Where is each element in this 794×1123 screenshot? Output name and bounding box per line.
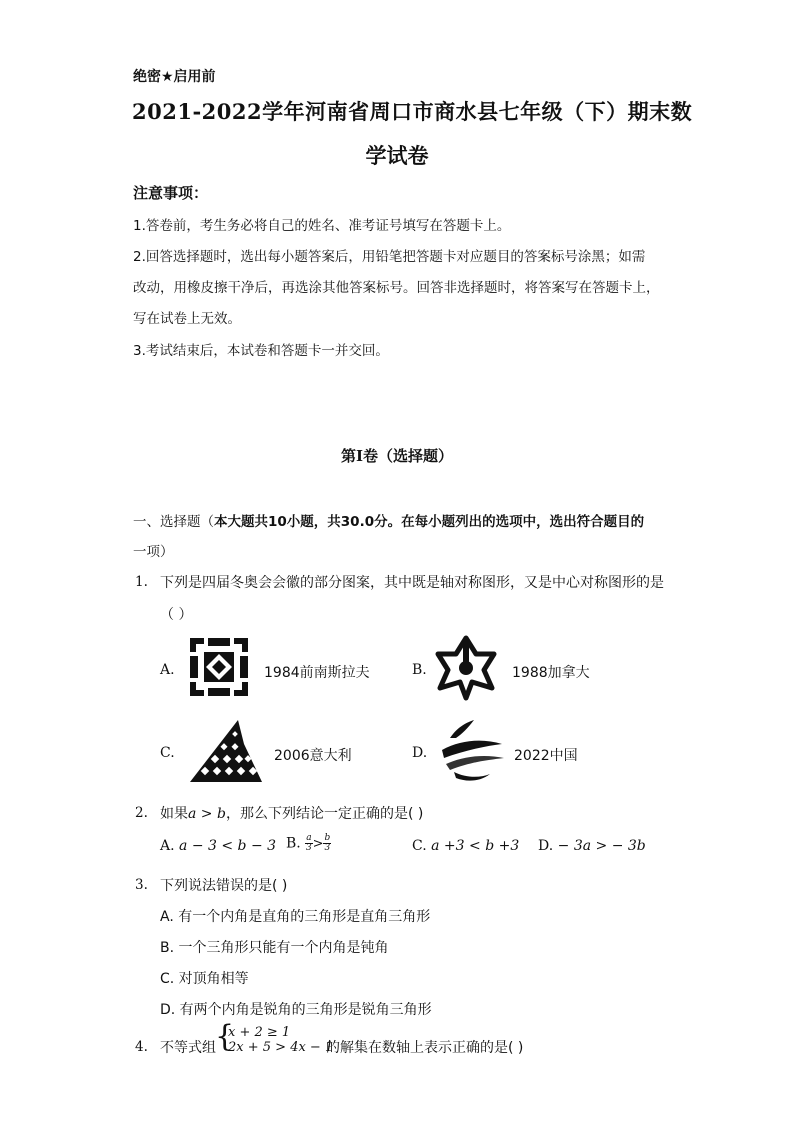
page-title-line2: 学试卷 bbox=[365, 143, 429, 168]
q1-text-line2: （ ） bbox=[160, 607, 193, 623]
q1-option-d-letter: D. bbox=[412, 745, 428, 761]
q3-option-c: C. 对顶角相等 bbox=[160, 971, 249, 987]
q1-option-a-caption: 1984前南斯拉夫 bbox=[264, 665, 370, 681]
q1-option-c-caption: 2006意大利 bbox=[274, 748, 352, 764]
q1-text-line1: 下列是四届冬奥会会徽的部分图案，其中既是轴对称图形，又是中心对称图形的是 bbox=[160, 575, 664, 591]
notice-item-2-line2: 改动，用橡皮擦干净后，再选涂其他答案标号。回答非选择题时，将答案写在答题卡上， bbox=[133, 280, 660, 296]
q2-option-b-letter: B. bbox=[286, 835, 301, 852]
calgary-emblem-icon bbox=[432, 632, 500, 702]
q1-option-a-letter: A. bbox=[160, 662, 175, 678]
confidential-mark: 绝密★启用前 bbox=[133, 69, 216, 85]
q4-system-brace: { bbox=[215, 1019, 235, 1054]
q1-option-b-letter: B. bbox=[412, 662, 427, 678]
q1-number: 1. bbox=[135, 574, 148, 590]
notice-item-3: 3.考试结束后，本试卷和答题卡一并交回。 bbox=[133, 343, 389, 359]
q1-option-b-caption: 1988加拿大 bbox=[512, 665, 590, 681]
volume-title: 第I卷（选择题） bbox=[340, 447, 454, 465]
q3-option-d: D. 有两个内角是锐角的三角形是锐角三角形 bbox=[160, 1002, 432, 1018]
q2-option-a-expr: a − 3 < b − 3 bbox=[179, 838, 277, 854]
q4-inequality-1: x + 2 ≥ 1 bbox=[228, 1025, 291, 1040]
beijing-emblem-icon bbox=[436, 716, 508, 784]
notice-item-2-line3: 写在试卷上无效。 bbox=[133, 311, 241, 327]
q4-inequality-2: 2x + 5 > 4x − 1 bbox=[228, 1040, 334, 1055]
sarajevo-emblem-icon bbox=[186, 634, 252, 700]
q1-option-c-letter: C. bbox=[160, 745, 175, 761]
q2-option-d-expr: − 3a > − 3b bbox=[557, 838, 646, 854]
q2-option-c bbox=[412, 838, 519, 854]
notice-item-2-line1: 2.回答选择题时，选出每小题答案后，用铅笔把答题卡对应题目的答案标号涂黑；如需 bbox=[133, 249, 646, 265]
q3-number: 3. bbox=[135, 877, 148, 893]
q2-option-d-letter: D. bbox=[538, 838, 554, 854]
q2-text bbox=[160, 803, 423, 823]
q2-option-c-expr: a +3 < b +3 bbox=[431, 838, 520, 854]
q2-condition: a > b bbox=[188, 806, 226, 822]
q2-text-suffix: ，那么下列结论一定正确的是( ) bbox=[225, 806, 424, 822]
section1-heading-prefix: 一、选择题（ bbox=[133, 514, 214, 530]
turin-emblem-icon bbox=[186, 714, 266, 786]
q2-option-d bbox=[538, 838, 646, 854]
q3-text: 下列说法错误的是( ) bbox=[160, 878, 288, 894]
q2-option-a bbox=[160, 838, 276, 854]
q2-option-b-frac-b: $\frac{b}{3}$ bbox=[324, 833, 331, 853]
q1-option-d-caption: 2022中国 bbox=[514, 748, 578, 764]
q3-option-a: A. 有一个内角是直角的三角形是直角三角形 bbox=[160, 909, 431, 925]
q2-option-a-letter: A. bbox=[160, 838, 175, 854]
q4-text-suffix: 的解集在数轴上表示正确的是( ) bbox=[326, 1040, 524, 1056]
q2-option-b-relation: > bbox=[312, 836, 324, 852]
page-title-line1: 2021-2022学年河南省周口市商水县七年级（下）期末数 bbox=[132, 99, 693, 124]
q4-text-prefix: 不等式组 bbox=[160, 1040, 216, 1056]
q2-option-c-letter: C. bbox=[412, 838, 427, 854]
q3-option-b: B. 一个三角形只能有一个内角是钝角 bbox=[160, 940, 389, 956]
q2-option-b-frac-a: $\frac{a}{3}$ bbox=[306, 833, 312, 853]
notice-item-1: 1.答卷前，考生务必将自己的姓名、准考证号填写在答题卡上。 bbox=[133, 218, 511, 234]
q2-text-prefix: 如果 bbox=[160, 806, 188, 822]
q2-number: 2. bbox=[135, 805, 148, 821]
q2-option-b bbox=[286, 834, 331, 853]
q4-number: 4. bbox=[135, 1039, 148, 1055]
notice-heading: 注意事项： bbox=[133, 184, 209, 202]
section1-heading-line2: 一项） bbox=[133, 544, 174, 560]
section1-heading-bold: 本大题共10小题，共30.0分。在每小题列出的选项中，选出符合题目的 bbox=[214, 514, 645, 530]
section1-heading bbox=[133, 510, 644, 530]
